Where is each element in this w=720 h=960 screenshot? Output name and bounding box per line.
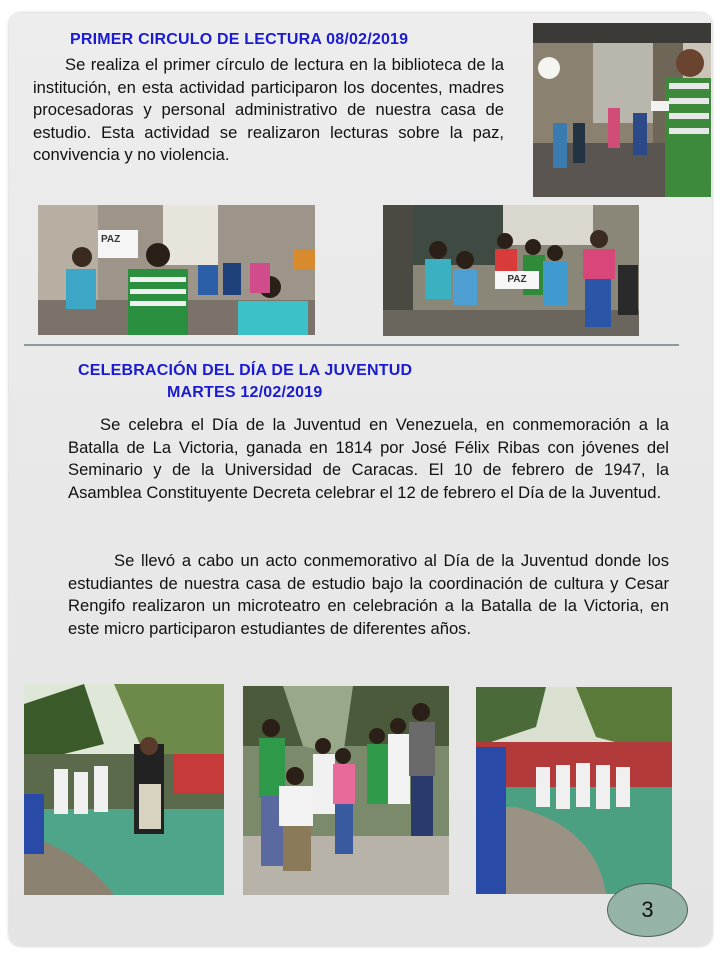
reading-circle-photo-1 bbox=[533, 23, 711, 197]
reading-circle-photo-3 bbox=[383, 205, 639, 336]
section-subtitle-youth-day-date: MARTES 12/02/2019 bbox=[167, 384, 323, 401]
page-number-badge bbox=[607, 883, 688, 937]
youth-day-photo-3 bbox=[476, 687, 672, 894]
page-number-text: 3 bbox=[641, 897, 654, 922]
paz-sign-2: PAZ bbox=[495, 271, 539, 289]
reading-circle-photo-2 bbox=[38, 205, 315, 335]
section-title-youth-day: CELEBRACIÓN DEL DÍA DE LA JUVENTUD bbox=[78, 362, 413, 379]
youth-day-paragraph-2: Se llevó a cabo un acto conmemorativo al Día de la Juventud donde los estudiantes de nuestra casa de estudio bajo la coordinación de cultura y Cesar Rengifo realizaron un microteatro en celebración a la Batalla de la Victoria, en este micro participaron estudiantes de diferentes años. bbox=[68, 551, 669, 638]
section-title-reading-circle: PRIMER CIRCULO DE LECTURA 08/02/2019 bbox=[70, 31, 409, 48]
youth-day-photo-2 bbox=[243, 686, 449, 895]
youth-day-paragraph-1: Se celebra el Día de la Juventud en Venezuela, en conmemoración a la Batalla de La Victoria, ganada en 1814 por José Félix Ribas con jóvenes del Seminario y de la Universidad de Caracas. El 10 de febrero de 1947, la Asamblea Constituyente Decreta celebrar el 12 de febrero el Día de la Juventud. bbox=[68, 415, 669, 502]
youth-day-photo-1 bbox=[24, 684, 224, 895]
section-divider bbox=[24, 344, 679, 346]
reading-circle-paragraph: Se realiza el primer círculo de lectura en la biblioteca de la institución, en esta actividad participaron los docentes, madres procesadoras y personal administrativo de nuestra casa de estudio. Esta actividad se realizaron lecturas sobre la paz, convivencia y no violencia. bbox=[33, 55, 504, 165]
paz-sign-1: PAZ bbox=[101, 234, 121, 245]
